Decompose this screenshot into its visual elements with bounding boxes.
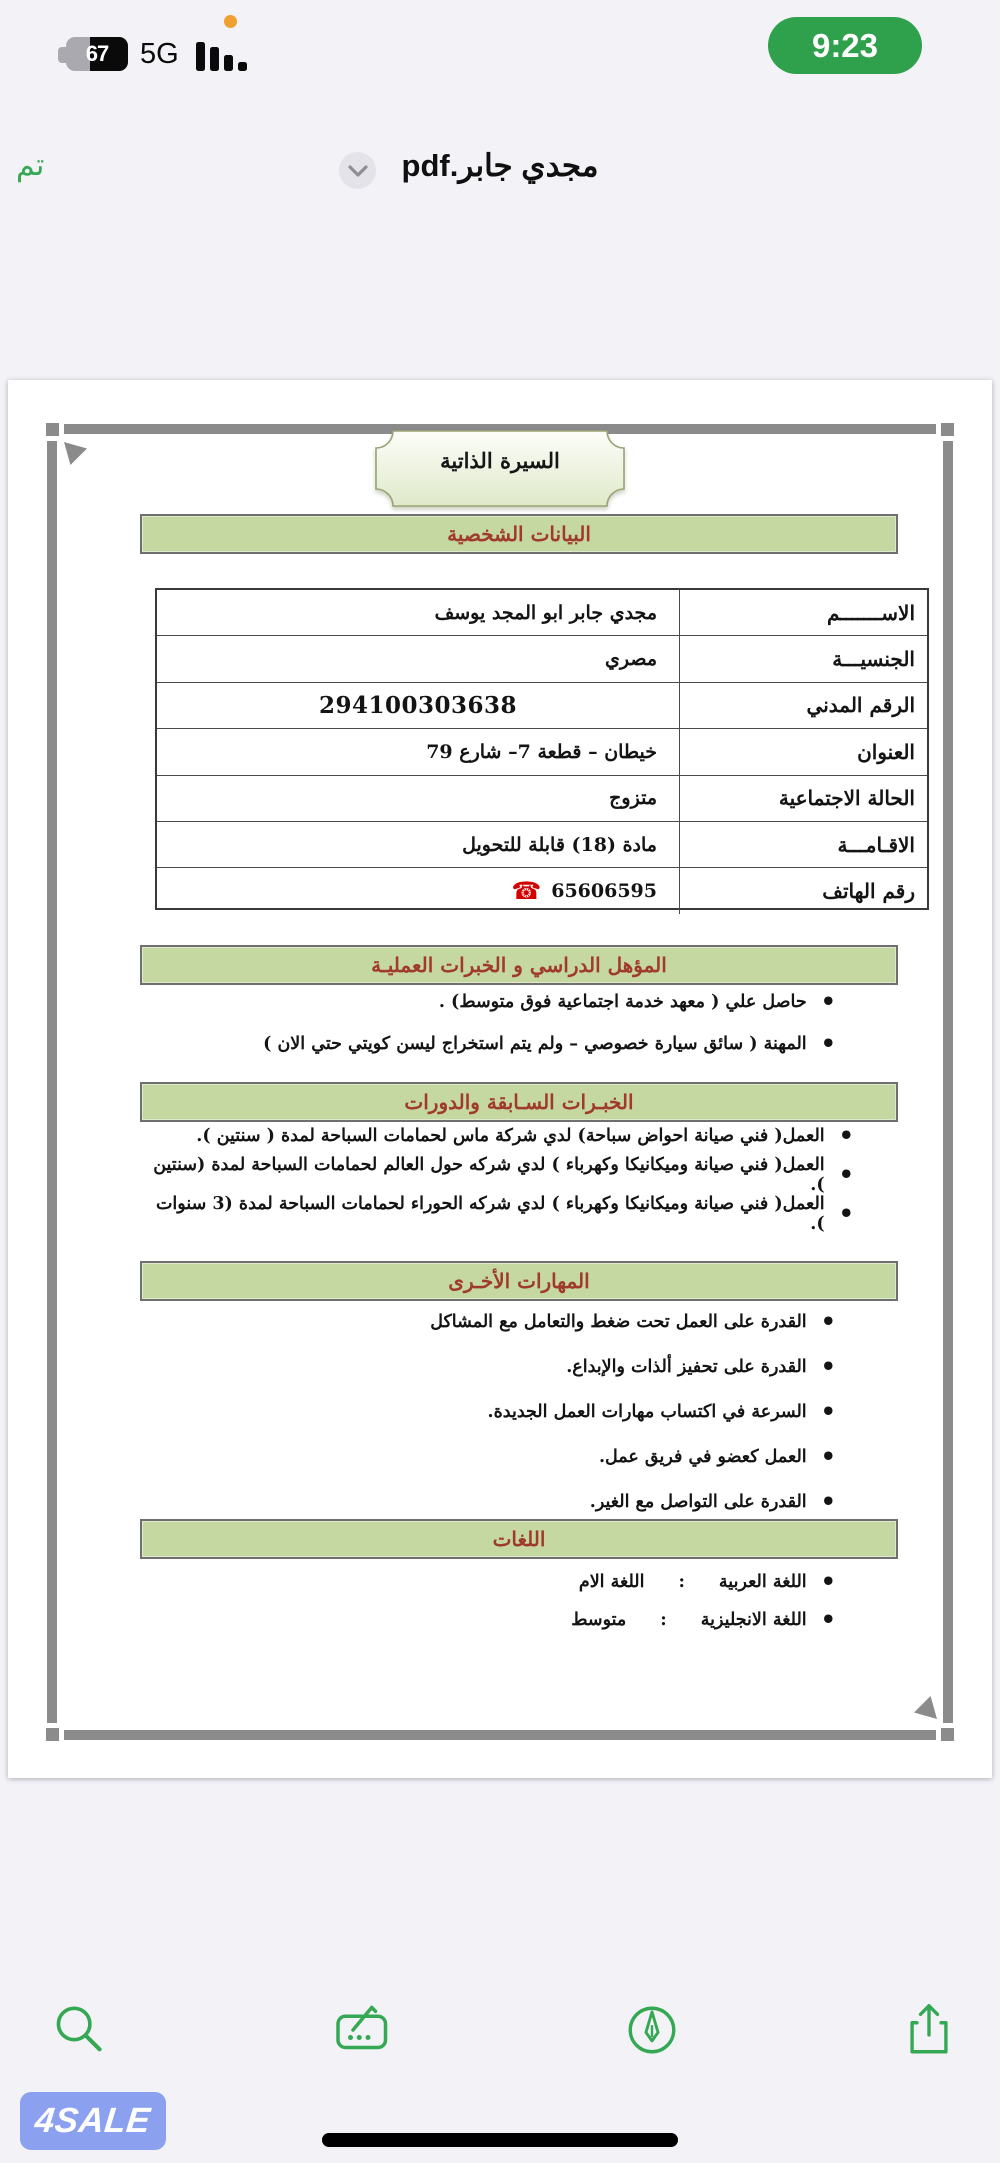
home-indicator[interactable] [322, 2133, 678, 2147]
bullet-icon: • [820, 1487, 836, 1516]
list-item: • المهنة ( سائق سيارة خصوصي – ولم يتم استخراج ليسن كويتي حتي الان ) [263, 1029, 836, 1058]
border-left [47, 441, 57, 1723]
table-row: الرقم المدني 294100303638 [157, 683, 927, 729]
bullet-icon: • [820, 1307, 836, 1336]
border-triangle-ornament [914, 1696, 937, 1719]
list-item: • القدرة على تحفيز ألذات والإبداع. [566, 1352, 836, 1381]
bullet-icon: • [820, 987, 836, 1016]
bullet-icon: • [820, 1605, 836, 1634]
border-corner [46, 423, 59, 436]
border-corner [941, 423, 954, 436]
signature-icon [333, 2000, 393, 2060]
list-item: • العمل( فني صيانة وميكانيكا وكهرباء ) لدي شركه الحوراء لحمامات السباحة لمدة (3 سنوات ). [155, 1194, 854, 1234]
border-corner [46, 1728, 59, 1741]
title-menu-button[interactable] [339, 152, 376, 189]
battery-icon [66, 37, 128, 71]
pdf-page [8, 380, 992, 1778]
telephone-icon: ☎ [511, 877, 542, 906]
table-row: الاســـــــم مجدي جابر ابو المجد يوسف [157, 590, 927, 636]
list-item: • السرعة في اكتساب مهارات العمل الجديدة. [487, 1397, 836, 1426]
bullet-icon: • [838, 1121, 854, 1150]
share-icon [900, 2001, 958, 2059]
section-header-skills: المهارات الأخـرى [140, 1261, 898, 1301]
bullet-icon: • [820, 1352, 836, 1381]
markup-pen-icon [623, 2001, 681, 2059]
list-item: • العمل كعضو في فريق عمل. [598, 1442, 836, 1471]
status-time: 9:23 [811, 26, 879, 64]
border-right [943, 441, 953, 1723]
markup-button[interactable] [617, 1995, 687, 2065]
search-icon [50, 2001, 108, 2059]
call-status-time-pill[interactable] [768, 17, 922, 74]
signature-button[interactable] [328, 1995, 398, 2065]
search-button[interactable] [44, 1995, 114, 2065]
list-item: • القدرة على التواصل مع الغير. [589, 1487, 836, 1516]
section-header-qualifications: المؤهل الدراسي و الخبرات العمليـة [140, 945, 898, 985]
personal-data-table [155, 588, 929, 910]
bullet-icon: • [820, 1442, 836, 1471]
done-button[interactable]: تم [16, 149, 45, 182]
list-item: • اللغة العربية : اللغة الام [578, 1567, 836, 1596]
table-row: العنوان خيطان – قطعة 7– شارع 79 [157, 729, 927, 775]
mic-indicator-dot [224, 15, 237, 28]
section-header-personal: البيانات الشخصية [140, 514, 898, 554]
bullet-icon: • [838, 1199, 854, 1228]
border-triangle-ornament [64, 442, 87, 465]
4sale-watermark: 4SALE [20, 2092, 166, 2150]
file-title: مجدي جابر.pdf [401, 148, 599, 183]
cv-title: السيرة الذاتية [440, 447, 560, 473]
section-header-experience: الخبـرات السـابقة والدورات [140, 1082, 898, 1122]
phone-number: 65606595 [551, 880, 657, 903]
cv-title-banner [375, 430, 625, 508]
chevron-down-icon [348, 165, 368, 177]
list-item: • القدرة على العمل تحت ضغط والتعامل مع المشاكل [430, 1307, 836, 1336]
list-item: • العمل( فني صيانة وميكانيكا وكهرباء ) لدي شركه حول العالم لحمامات السباحة لمدة (سنتين ). [153, 1155, 854, 1195]
network-type-label: 5G [140, 38, 179, 70]
table-row: الجنسيـــة مصري [157, 636, 927, 682]
cellular-signal-icon [196, 40, 248, 71]
list-item: • اللغة الانجليزية : متوسط [571, 1605, 836, 1634]
table-row-phone: رقم الهاتف ☎ 65606595 [157, 868, 927, 913]
table-row: الحالة الاجتماعية متزوج [157, 776, 927, 822]
share-button[interactable] [894, 1995, 964, 2065]
border-bottom [64, 1730, 936, 1740]
border-corner [941, 1728, 954, 1741]
section-header-languages: اللغات [140, 1519, 898, 1559]
bullet-icon: • [820, 1029, 836, 1058]
battery-percent: 67 [85, 41, 109, 66]
bullet-icon: • [820, 1397, 836, 1426]
list-item: • العمل( فني صيانة احواض سباحة) لدي شركة ماس لحمامات السباحة لمدة ( سنتين ). [196, 1121, 854, 1150]
bullet-icon: • [820, 1567, 836, 1596]
list-item: • حاصل علي ( معهد خدمة اجتماعية فوق متوسط) . [438, 987, 836, 1016]
table-row: الاقـامـــة مادة (18) قابلة للتحويل [157, 822, 927, 868]
bullet-icon: • [838, 1160, 854, 1189]
